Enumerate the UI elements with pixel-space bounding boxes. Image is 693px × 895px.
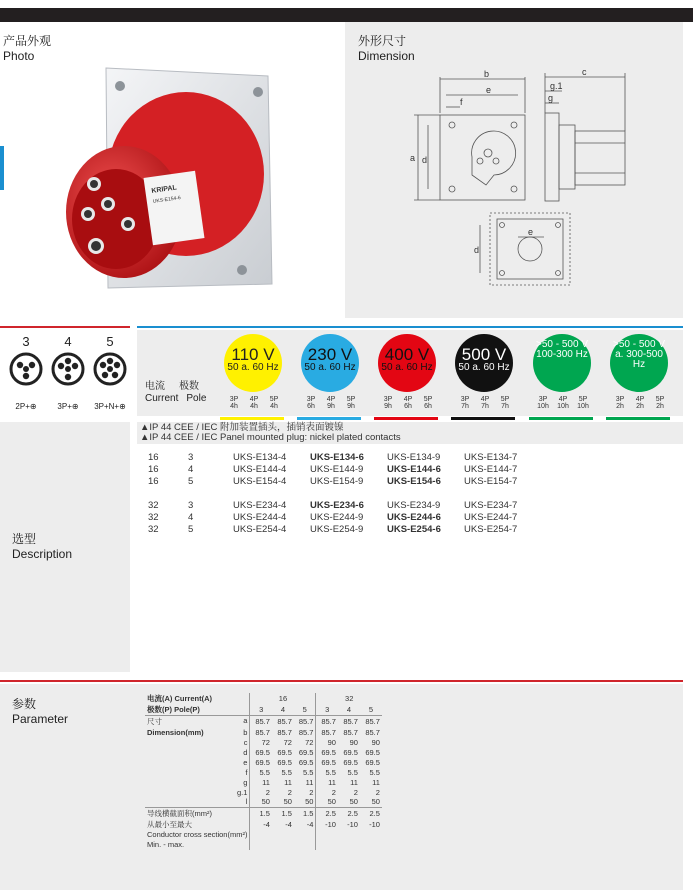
- voltage-badge: [610, 334, 668, 392]
- pin-hour: 10h: [537, 403, 549, 410]
- dimension-row-label: [145, 716, 250, 728]
- pole-value: 3: [250, 704, 272, 716]
- row-pole: 5: [188, 524, 194, 535]
- dim-label-d2: d: [474, 245, 480, 255]
- dimension-value: 90: [371, 737, 380, 747]
- pin-hour: 7h: [481, 403, 489, 410]
- cross-section-value: [272, 840, 294, 850]
- dim-label-b: b: [484, 69, 490, 79]
- model-code: UKS-E234-4: [233, 500, 287, 511]
- pole-value: 4: [272, 704, 294, 716]
- cross-section-value: [250, 830, 272, 840]
- dimension-value: 85.7: [277, 717, 292, 726]
- dimension-value: 5.5: [316, 767, 338, 777]
- dim-label-g1: g.1: [550, 81, 563, 91]
- cross-section-value: -10: [369, 819, 380, 829]
- pin-type: 4P: [635, 396, 645, 403]
- pin-configs: [0, 330, 130, 416]
- voltage-pins: [376, 396, 440, 410]
- dimension-key: g.1: [237, 787, 248, 797]
- dimension-key: l: [245, 797, 248, 807]
- dimension-row-label: [145, 737, 250, 747]
- dim-label-a: a: [410, 153, 416, 163]
- pin-hour: 4h: [230, 403, 238, 410]
- model-code: UKS-E134-6: [310, 452, 364, 463]
- dimension-label-cn: 尺寸: [147, 717, 162, 726]
- pole-header: 极数(P) Pole(P): [145, 704, 250, 716]
- pin-config-label: 2P+⊕: [15, 402, 37, 411]
- pole-value: 5: [294, 704, 316, 716]
- voltage-value: >50 - 500 V: [536, 339, 588, 350]
- dimension-value: 69.5: [316, 757, 338, 767]
- parameter-heading-en: Parameter: [12, 712, 69, 726]
- row-current: 16: [148, 476, 159, 487]
- socket-pin-icon: [93, 352, 127, 386]
- pin-hour: 2h: [636, 403, 644, 410]
- dimension-value: 85.7: [250, 716, 272, 728]
- dimension-value: 50: [283, 797, 292, 807]
- voltage-value: 230 V: [307, 345, 353, 364]
- model-code: UKS-E144-7: [464, 464, 518, 475]
- pole-value: 5: [360, 704, 382, 716]
- row-pole: 4: [188, 512, 194, 523]
- row-pole: 3: [188, 500, 194, 511]
- cross-section-value: [316, 840, 338, 850]
- pin-hour: 4h: [250, 403, 258, 410]
- cross-section-value: -4: [306, 819, 314, 829]
- pin-count: 3: [22, 334, 30, 349]
- voltage-value: 110 V: [231, 345, 275, 364]
- pin-type: 3P: [538, 396, 548, 403]
- top-bar: [0, 8, 693, 22]
- voltage-badge: [224, 334, 282, 392]
- voltage-color-bar: [220, 417, 284, 420]
- parameter-heading: [12, 695, 68, 726]
- dimension-value: 69.5: [250, 747, 272, 757]
- dimension-key: f: [245, 767, 248, 777]
- dim-label-g: g: [548, 93, 554, 103]
- dimension-key: d: [243, 747, 248, 757]
- dimension-heading-en: Dimension: [358, 49, 415, 63]
- dimension-value: 85.7: [343, 717, 358, 726]
- dimension-value: 2: [353, 787, 358, 797]
- model-code: UKS-E144-4: [233, 464, 287, 475]
- pole-label-cn: 极数: [179, 381, 199, 392]
- dimension-value: 11: [372, 777, 380, 787]
- photo-heading: [3, 32, 51, 63]
- photo-heading-en: Photo: [3, 49, 35, 63]
- dim-label-e2: e: [528, 227, 534, 237]
- voltage-top-line: [137, 326, 683, 328]
- row-current: 32: [148, 500, 159, 511]
- dimension-row-label: [145, 767, 250, 777]
- row-current: 32: [148, 524, 159, 535]
- note-en: IP 44 CEE / IEC Panel mounted plug: nickel plated contacts: [149, 432, 401, 443]
- voltage-frequency: 50 a. 60 Hz: [381, 362, 433, 373]
- dimension-value: 50: [250, 797, 272, 807]
- dimension-value: 2: [316, 787, 338, 797]
- dimension-value: 11: [350, 777, 358, 787]
- dimension-value: 69.5: [277, 747, 292, 757]
- model-code: UKS-E154-4: [233, 476, 287, 487]
- voltage-pins: [453, 396, 517, 410]
- dimension-row-label: [145, 787, 250, 797]
- dimension-value: 50: [349, 797, 358, 807]
- model-code: UKS-E134-4: [233, 452, 287, 463]
- dimension-value: 69.5: [365, 747, 380, 757]
- current-label-en: Current: [145, 393, 179, 404]
- current-16: 16: [250, 693, 316, 704]
- row-current: 16: [148, 452, 159, 463]
- dimension-value: 5.5: [281, 767, 292, 777]
- dimension-value: 69.5: [298, 757, 314, 767]
- dimension-value: 85.7: [365, 717, 380, 726]
- voltage-value: >50 - 500 V: [613, 339, 665, 350]
- voltage-frequency: 50 a. 60 Hz: [458, 362, 510, 373]
- cross-section-value: [294, 830, 316, 840]
- pin-hour: 7h: [461, 403, 469, 410]
- dimension-value: 85.7: [298, 727, 314, 737]
- dimension-value: 11: [284, 777, 292, 787]
- photo-heading-cn: 产品外观: [3, 34, 52, 48]
- voltage-badge: [301, 334, 359, 392]
- dimension-value: 72: [305, 737, 314, 747]
- pin-type: 5P: [578, 396, 588, 403]
- pin-config-label: 3P+⊕: [57, 402, 79, 411]
- dimension-drawing: [400, 65, 650, 295]
- pin-type: 3P: [383, 396, 393, 403]
- current-label-cn: 电流: [145, 381, 165, 392]
- dimension-heading-cn: 外形尺寸: [358, 34, 407, 48]
- dim-label-f: f: [460, 97, 463, 107]
- dimension-value: 50: [305, 797, 314, 807]
- dimension-value: 85.7: [365, 727, 380, 737]
- voltage-pins: [222, 396, 286, 410]
- dimension-value: 85.7: [316, 727, 338, 737]
- row-current: 16: [148, 464, 159, 475]
- voltage-color-bar: [606, 417, 670, 420]
- dimension-value: 72: [250, 737, 272, 747]
- parameter-table: [145, 693, 382, 850]
- pin-type: 3P: [306, 396, 316, 403]
- dimension-value: 5.5: [347, 767, 358, 777]
- pin-type: 4P: [480, 396, 490, 403]
- model-code: UKS-E154-6: [387, 476, 441, 487]
- dimension-key: g: [243, 777, 248, 787]
- model-code: UKS-E254-9: [310, 524, 364, 535]
- product-label-brand: KRIPAL: [150, 184, 178, 195]
- parameter-top-line: [0, 680, 683, 682]
- pin-hour: 10h: [577, 403, 589, 410]
- dimension-value: 72: [283, 737, 292, 747]
- dimension-row-label: [145, 727, 250, 737]
- pin-hour: 10h: [557, 403, 569, 410]
- dimension-value: 69.5: [250, 757, 272, 767]
- cross-section-value: -10: [316, 819, 338, 830]
- pin-type: 5P: [423, 396, 433, 403]
- cross-section-value: [338, 830, 360, 840]
- pin-type: 3P: [615, 396, 625, 403]
- model-code: UKS-E154-9: [310, 476, 364, 487]
- pole-value: 3: [316, 704, 338, 716]
- voltage-value: 500 V: [461, 345, 507, 364]
- description-heading-cn: 选型: [12, 532, 37, 546]
- voltage-pins: [299, 396, 363, 410]
- pole-value: 4: [338, 704, 360, 716]
- dimension-value: 11: [305, 777, 314, 787]
- pin-hour: 6h: [307, 403, 315, 410]
- voltage-value: 400 V: [384, 345, 430, 364]
- pin-hour: 2h: [656, 403, 664, 410]
- pin-hour: 6h: [404, 403, 412, 410]
- pin-config-label: 3P+N+⊕: [94, 402, 126, 411]
- dimension-row-label: [145, 797, 250, 807]
- note-cn: IP 44 CEE / IEC 附加装置插头，插销表面镀镍: [149, 422, 344, 433]
- cross-section-value: 2.5: [338, 807, 360, 819]
- dimension-key: c: [243, 737, 248, 747]
- dimension-value: 50: [371, 797, 380, 807]
- row-pole: 5: [188, 476, 194, 487]
- model-code: UKS-E254-6: [387, 524, 441, 535]
- dimension-value: 2: [375, 787, 380, 797]
- voltage-frequency: a. 300-500 Hz: [615, 349, 663, 370]
- column-headers: [145, 381, 206, 405]
- model-code: UKS-E154-7: [464, 476, 518, 487]
- product-photo: [36, 64, 286, 294]
- dimension-value: 5.5: [303, 767, 314, 777]
- description-heading-en: Description: [12, 547, 73, 561]
- model-code: UKS-E234-6: [310, 500, 364, 511]
- dimension-value: 2: [309, 787, 314, 797]
- voltage-frequency: 50 a. 60 Hz: [227, 362, 279, 373]
- model-code: UKS-E244-7: [464, 512, 518, 523]
- cross-section-value: 1.5: [294, 807, 316, 819]
- voltage-color-bar: [451, 417, 515, 420]
- dim-label-e: e: [486, 85, 492, 95]
- dimension-value: 5.5: [250, 767, 272, 777]
- cross-section-value: -4: [285, 819, 292, 829]
- pin-hour: 7h: [501, 403, 509, 410]
- side-accent: [0, 146, 4, 190]
- voltage-color-bar: [529, 417, 593, 420]
- dimension-value: 90: [349, 737, 358, 747]
- cross-section-value: [338, 840, 360, 850]
- model-code: UKS-E254-4: [233, 524, 287, 535]
- dimension-value: 85.7: [343, 727, 358, 737]
- current-header: 电流(A) Current(A): [147, 694, 212, 703]
- voltage-frequency: 100-300 Hz: [536, 349, 588, 360]
- product-label-model: UKS-E154-6: [152, 194, 182, 205]
- cross-section-value: -4: [250, 819, 272, 830]
- dimension-value: 2: [250, 787, 272, 797]
- dimension-value: 11: [250, 777, 272, 787]
- voltage-color-bar: [374, 417, 438, 420]
- dimension-value: 11: [316, 777, 338, 787]
- cross-section-value: [272, 830, 294, 840]
- cross-section-value: [316, 830, 338, 840]
- dimension-value: 85.7: [298, 717, 314, 726]
- pin-hour: 9h: [327, 403, 335, 410]
- pin-hour: 9h: [347, 403, 355, 410]
- pin-type: 3P: [229, 396, 239, 403]
- voltage-badge: [455, 334, 513, 392]
- dimension-key: e: [243, 757, 248, 767]
- cross-section-value: [360, 830, 382, 840]
- dim-label-d: d: [422, 155, 428, 165]
- cross-section-value: -10: [347, 819, 358, 829]
- row-current: 32: [148, 512, 159, 523]
- dimension-value: 69.5: [365, 757, 380, 767]
- cross-section-value: 2.5: [316, 807, 338, 819]
- pole-label-en: Pole: [186, 393, 207, 404]
- dimension-value: 50: [316, 797, 338, 807]
- cross-section-label: 导线横截面积(mm²): [145, 807, 250, 819]
- voltage-pins: [531, 396, 595, 410]
- dimension-value: 85.7: [277, 727, 292, 737]
- socket-pin-icon: [9, 352, 43, 386]
- parameter-heading-cn: 参数: [12, 697, 37, 711]
- dimension-value: 69.5: [277, 757, 292, 767]
- cross-section-value: 1.5: [250, 807, 272, 819]
- cross-section-value: [294, 840, 316, 850]
- dimension-key: a: [243, 716, 248, 725]
- cross-section-label: 从最小至最大: [147, 819, 192, 829]
- dim-label-c: c: [582, 67, 587, 77]
- voltage-frequency: 50 a. 60 Hz: [304, 362, 356, 373]
- pin-hour: 2h: [616, 403, 624, 410]
- model-code: UKS-E134-9: [387, 452, 441, 463]
- pin-type: 5P: [655, 396, 665, 403]
- voltage-badge: [378, 334, 436, 392]
- model-code: UKS-E244-6: [387, 512, 441, 523]
- socket-pin-icon: [51, 352, 85, 386]
- pins-top-line: [0, 326, 130, 328]
- cross-section-value: 2.5: [360, 807, 382, 819]
- model-code: UKS-E244-4: [233, 512, 287, 523]
- model-code: UKS-E234-9: [387, 500, 441, 511]
- pin-count: 4: [64, 334, 72, 349]
- pin-hour: 9h: [384, 403, 392, 410]
- description-heading: [12, 530, 72, 561]
- voltage-color-bar: [297, 417, 361, 420]
- dimension-row-label: [145, 757, 250, 767]
- model-code: UKS-E254-7: [464, 524, 518, 535]
- pin-type: 5P: [500, 396, 510, 403]
- dimension-value: 85.7: [316, 716, 338, 728]
- voltage-pins: [608, 396, 672, 410]
- pin-type: 4P: [249, 396, 259, 403]
- row-pole: 3: [188, 452, 194, 463]
- voltage-badge: [533, 334, 591, 392]
- pin-hour: 6h: [424, 403, 432, 410]
- cross-section-label: Min. - max.: [147, 840, 185, 849]
- model-code: UKS-E144-6: [387, 464, 441, 475]
- pin-type: 5P: [346, 396, 356, 403]
- dimension-value: 69.5: [316, 747, 338, 757]
- cross-section-value: [250, 840, 272, 850]
- dimension-value: 69.5: [343, 747, 358, 757]
- dimension-value: 69.5: [298, 747, 314, 757]
- dimension-heading: [358, 32, 415, 63]
- model-code: UKS-E144-9: [310, 464, 364, 475]
- dimension-value: 5.5: [369, 767, 380, 777]
- model-code: UKS-E234-7: [464, 500, 518, 511]
- cross-section-value: [360, 840, 382, 850]
- pin-type: 4P: [403, 396, 413, 403]
- current-32: 32: [316, 693, 382, 704]
- row-pole: 4: [188, 464, 194, 475]
- model-code: UKS-E244-9: [310, 512, 364, 523]
- dimension-row-label: [145, 747, 250, 757]
- pin-type: 3P: [460, 396, 470, 403]
- pin-type: 5P: [269, 396, 279, 403]
- pin-count: 5: [106, 334, 114, 349]
- dimension-value: 69.5: [343, 757, 358, 767]
- dimension-value: 85.7: [250, 727, 272, 737]
- dimension-value: 2: [287, 787, 292, 797]
- model-code: UKS-E134-7: [464, 452, 518, 463]
- dimension-row-label: [145, 777, 250, 787]
- description-note: ▲IP 44 CEE / IEC 附加装置插头，插销表面镀镍 ▲IP 44 CEE / IEC Panel mounted plug: nickel plated contacts: [140, 422, 401, 443]
- pin-hour: 4h: [270, 403, 278, 410]
- dimension-label-en: Dimension(mm): [147, 727, 204, 737]
- cross-section-value: 1.5: [272, 807, 294, 819]
- dimension-value: 90: [316, 737, 338, 747]
- pin-type: 4P: [558, 396, 568, 403]
- cross-section-label: Conductor cross section(mm²): [147, 830, 248, 839]
- pin-type: 4P: [326, 396, 336, 403]
- dimension-key: b: [243, 727, 248, 737]
